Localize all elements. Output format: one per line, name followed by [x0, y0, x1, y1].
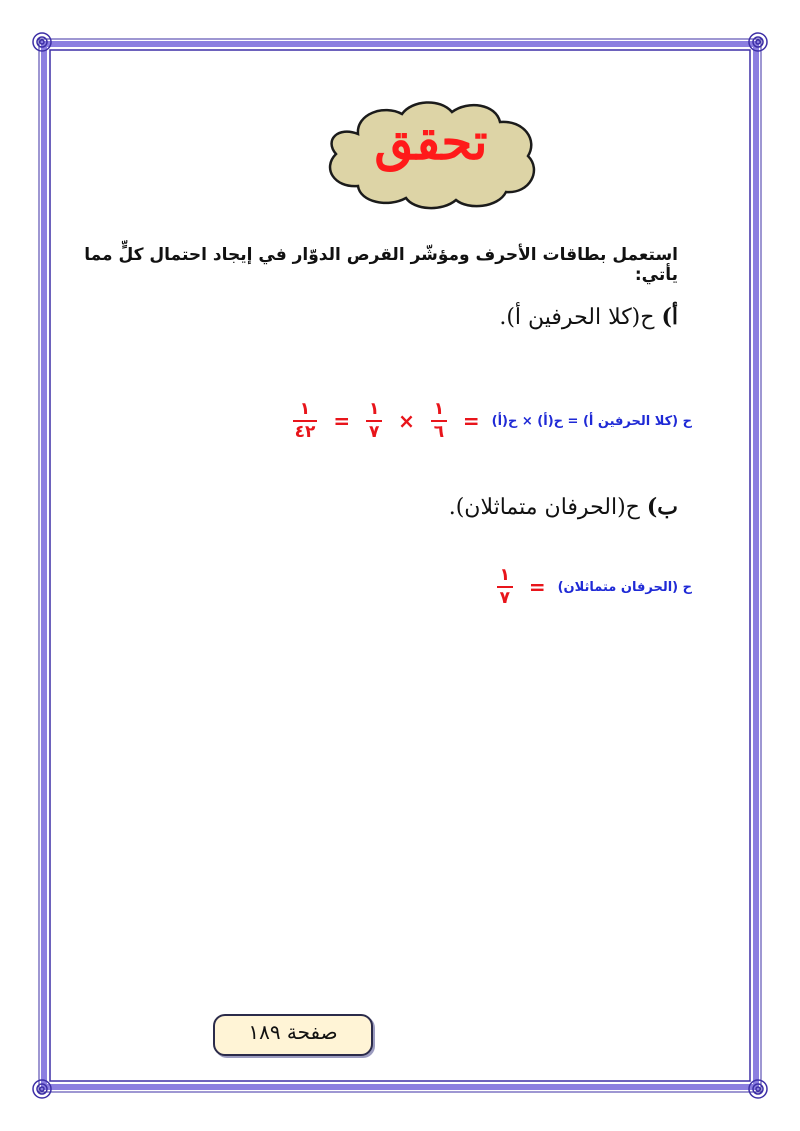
- answer-a-op-2: ×: [398, 409, 415, 433]
- answer-b-op-1: =: [528, 575, 546, 599]
- question-b: [178, 494, 678, 520]
- question-b-text: ح(الحرفان متماثلان).: [448, 495, 640, 520]
- page-title: تحقق: [374, 112, 488, 171]
- fraction-numerator: ١: [299, 399, 311, 419]
- answer-a-fraction-3: [293, 400, 318, 442]
- answer-a-fraction-2: [366, 400, 382, 442]
- fraction-numerator: ١: [499, 565, 511, 585]
- fraction-denominator: ٧: [368, 422, 380, 442]
- answer-a-op-3: =: [333, 409, 351, 433]
- question-a-letter: أ): [661, 304, 678, 330]
- question-a: [178, 304, 678, 330]
- instruction-text: استعمل بطاقات الأحرف ومؤشّر القرص الدوّار في إيجاد احتمال كلٍّ مما يأتي:: [84, 245, 678, 285]
- answer-a-op-1: =: [462, 409, 480, 433]
- question-b-letter: ب): [646, 494, 678, 520]
- answer-a-equation: [289, 400, 692, 442]
- fraction-denominator: ٧: [499, 588, 511, 608]
- fraction-numerator: ١: [368, 399, 380, 419]
- answer-b-fraction-1: [497, 566, 513, 608]
- page-number: صفحة ١٨٩: [248, 1020, 338, 1044]
- answer-a-lhs: ح (كلا الحرفين أ) = ح(أ) × ح(أ): [491, 413, 692, 429]
- answer-a-fraction-1: [431, 400, 447, 442]
- answer-b-lhs: ح (الحرفان متماثلان): [557, 579, 692, 595]
- question-a-text: ح(كلا الحرفين أ).: [499, 305, 655, 330]
- fraction-denominator: ٤٢: [294, 422, 316, 442]
- fraction-numerator: ١: [433, 399, 445, 419]
- answer-b-equation: [493, 566, 692, 608]
- fraction-denominator: ٦: [433, 422, 445, 442]
